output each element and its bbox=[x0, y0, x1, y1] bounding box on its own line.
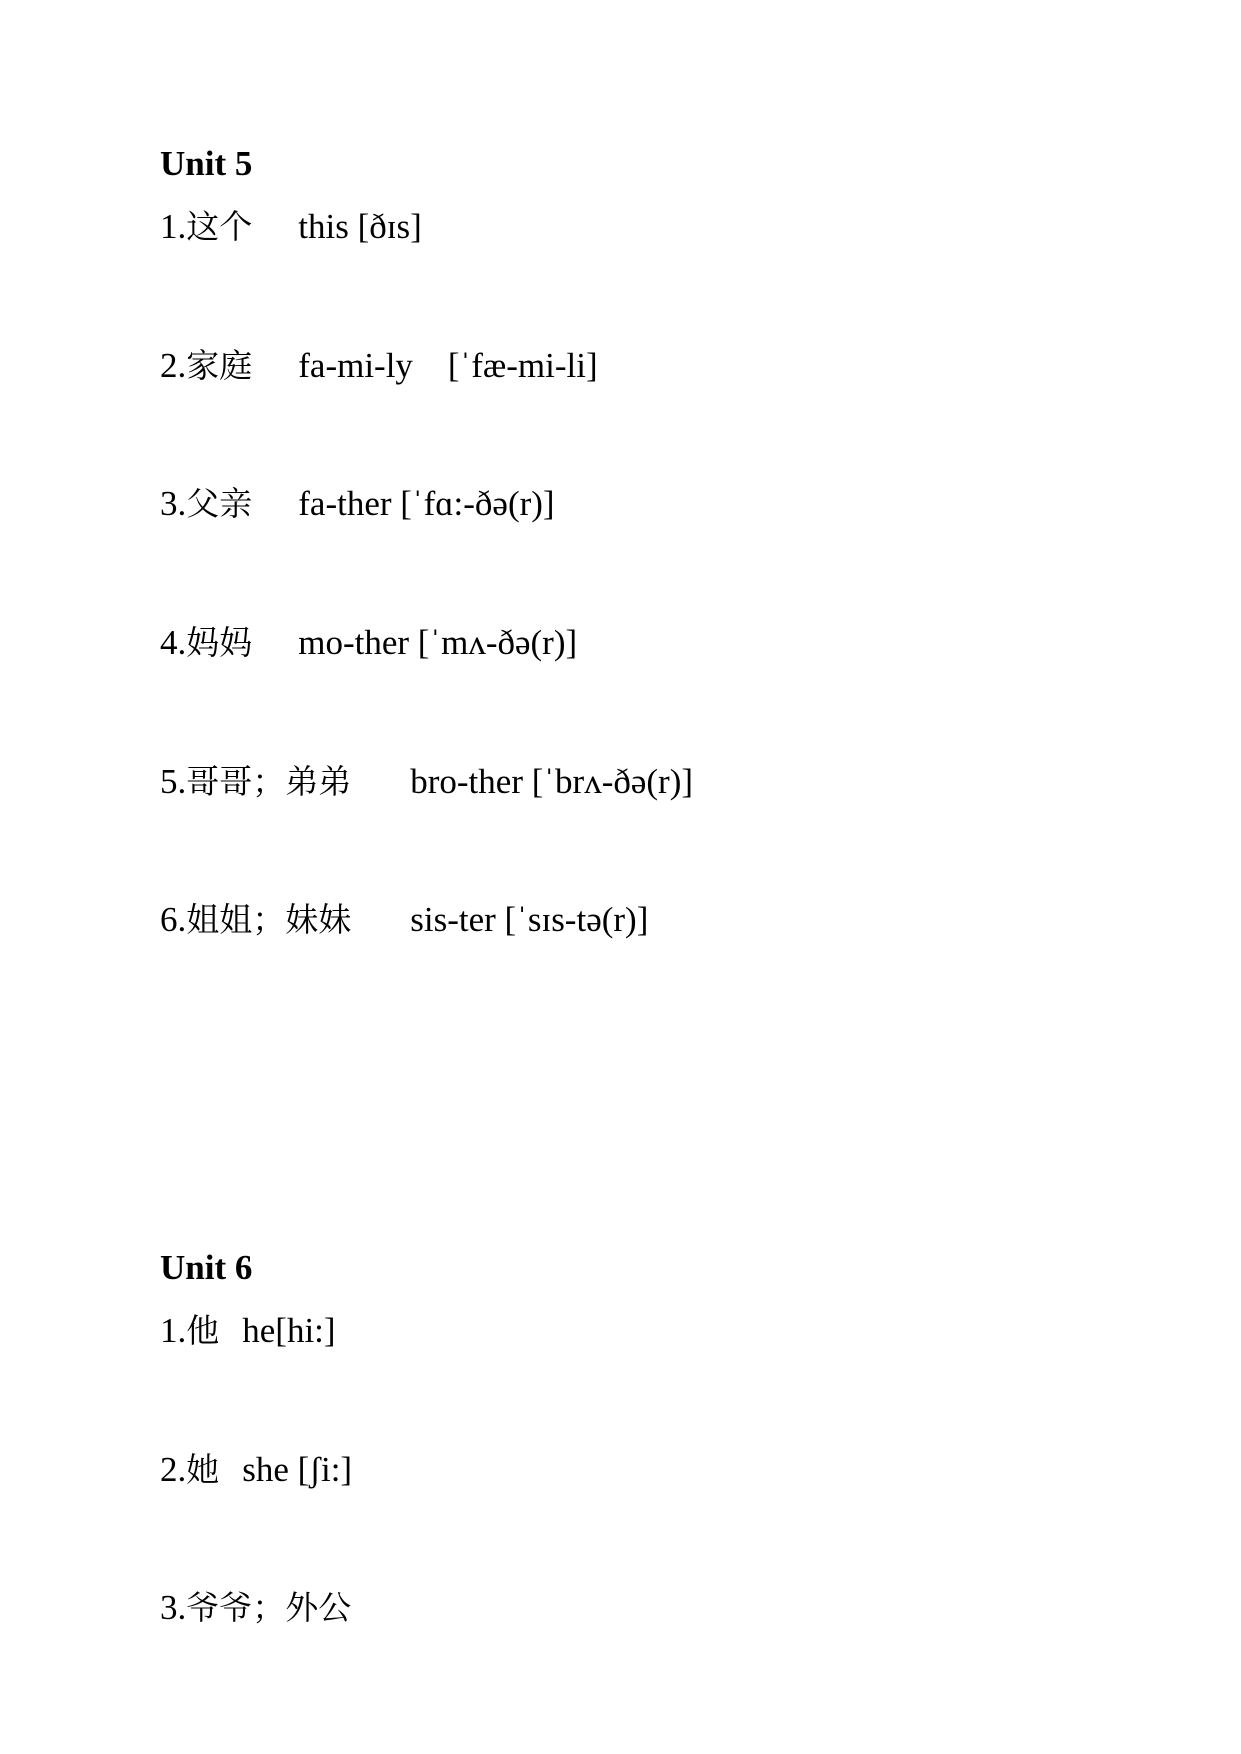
vocab-entry bbox=[160, 346, 598, 386]
entry-number: 3. bbox=[160, 484, 187, 523]
entry-english: this [ðɪs] bbox=[298, 207, 422, 246]
entry-english: sis-ter [ˈsɪs-tə(r)] bbox=[410, 900, 649, 939]
entry-chinese: 哥哥；弟弟 bbox=[186, 762, 352, 801]
entry-chinese: 家庭 bbox=[186, 346, 253, 385]
entry-number: 6. bbox=[160, 900, 187, 939]
entry-number: 3. bbox=[160, 1588, 187, 1627]
entry-chinese: 父亲 bbox=[186, 484, 253, 523]
entry-english: bro-ther [ˈbrʌ-ðə(r)] bbox=[410, 762, 694, 801]
entry-english: she [ʃi:] bbox=[242, 1450, 353, 1489]
entry-number: 1. bbox=[160, 1311, 187, 1350]
vocab-entry bbox=[160, 1588, 410, 1628]
entry-chinese: 这个 bbox=[186, 207, 253, 246]
entry-english: he[hi:] bbox=[242, 1311, 336, 1350]
vocab-entry bbox=[160, 207, 422, 247]
vocab-entry bbox=[160, 1311, 336, 1351]
entry-number: 5. bbox=[160, 762, 187, 801]
vocab-entry bbox=[160, 1450, 352, 1490]
entry-english: fa-ther [ˈfɑ:-ðə(r)] bbox=[298, 484, 555, 523]
unit-6-title: Unit 6 bbox=[160, 1248, 253, 1287]
entry-chinese: 爷爷；外公 bbox=[186, 1588, 352, 1627]
entry-english: fa-mi-ly [ˈfæ-mi-li] bbox=[298, 346, 598, 385]
entry-english: mo-ther [ˈmʌ-ðə(r)] bbox=[298, 623, 578, 662]
vocab-entry bbox=[160, 762, 693, 802]
vocab-entry bbox=[160, 484, 555, 524]
entry-chinese: 她 bbox=[186, 1450, 220, 1489]
entry-chinese: 妈妈 bbox=[186, 623, 253, 662]
vocab-entry bbox=[160, 623, 577, 663]
entry-chinese: 他 bbox=[186, 1311, 220, 1350]
unit-5-title: Unit 5 bbox=[160, 144, 253, 183]
entry-number: 4. bbox=[160, 623, 187, 662]
entry-number: 1. bbox=[160, 207, 187, 246]
entry-number: 2. bbox=[160, 346, 187, 385]
entry-number: 2. bbox=[160, 1450, 187, 1489]
vocab-entry bbox=[160, 900, 648, 940]
entry-chinese: 姐姐；妹妹 bbox=[186, 900, 352, 939]
